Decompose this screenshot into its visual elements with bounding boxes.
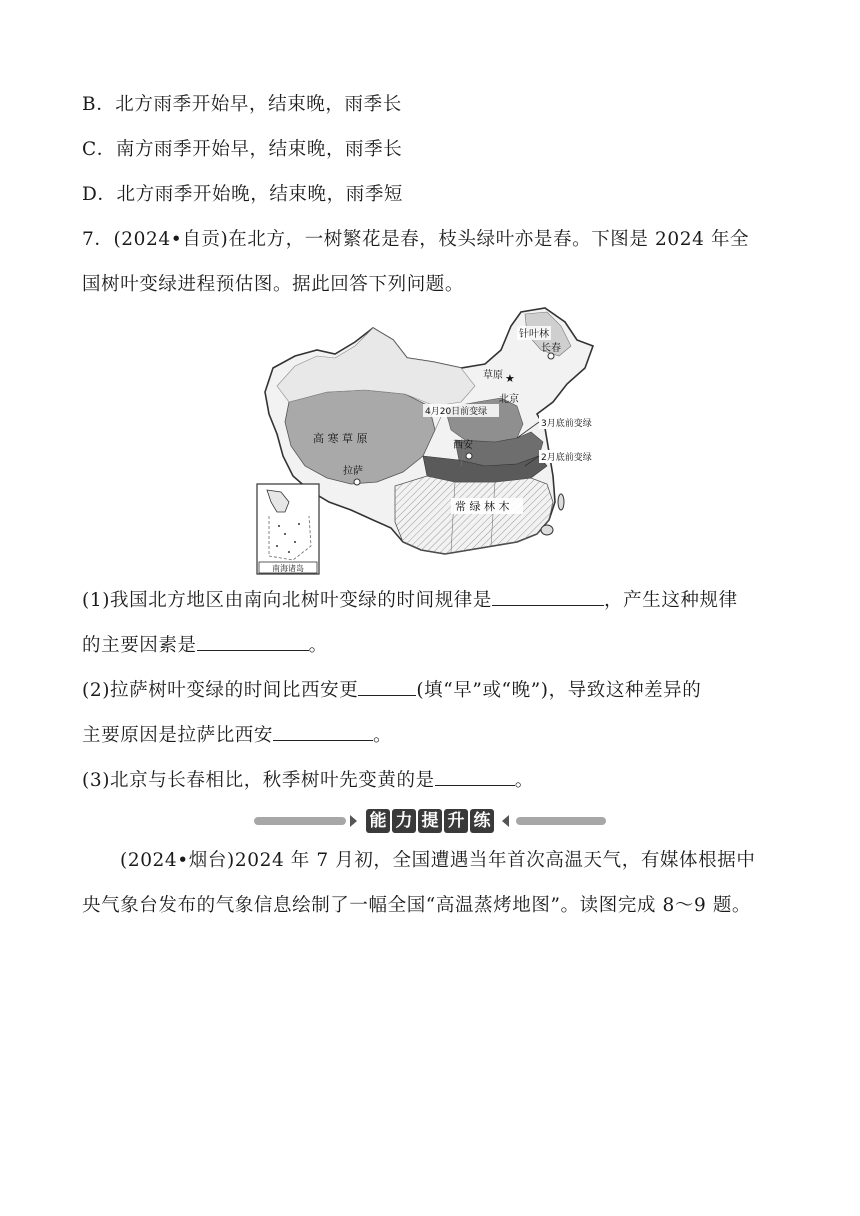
banner-char-5: 练 xyxy=(470,809,494,833)
label-changchun: 长春 xyxy=(541,343,561,354)
taiwan-island xyxy=(558,494,564,510)
section-banner xyxy=(250,806,610,836)
option-b: B．北方雨季开始早，结束晚，雨季长 xyxy=(82,94,402,115)
option-c: C．南方雨季开始早，结束晚，雨季长 xyxy=(82,139,403,160)
label-grassland: 草原 xyxy=(483,370,503,381)
leaf-greening-map xyxy=(255,306,607,576)
banner-char-3: 提 xyxy=(418,809,442,833)
label-alpine-grassland: 高 寒 草 原 xyxy=(313,432,368,445)
banner-bar-right xyxy=(516,817,606,825)
intro-line2: 央气象台发布的气象信息绘制了一幅全国“高温蒸烤地图”。读图完成 8～9 题。 xyxy=(82,895,752,916)
answer-blank-3[interactable] xyxy=(358,677,416,696)
banner-arrow-right-icon xyxy=(350,815,357,827)
question-7-2-line1: (2)拉萨树叶变绿的时间比西安更 (填“早”或“晚”)，导致这种差异的 xyxy=(82,677,701,704)
question-7-3: (3)北京与长春相比，秋季树叶先变黄的是 。 xyxy=(82,767,534,794)
intro-line1: (2024•烟台)2024 年 7 月初，全国遭遇当年首次高温天气，有媒体根据中 xyxy=(120,850,756,871)
option-d: D．北方雨季开始晚，结束晚，雨季短 xyxy=(82,184,404,205)
beijing-marker: ★ xyxy=(505,372,515,385)
label-south-sea: 南海诸岛 xyxy=(272,564,304,573)
lhasa-marker xyxy=(354,479,360,485)
south-sea-inset xyxy=(257,484,319,574)
answer-blank-5[interactable] xyxy=(435,767,515,786)
banner-char-2: 力 xyxy=(392,809,416,833)
evergreen-region xyxy=(395,476,553,554)
question-7-1-line1: (1)我国北方地区由南向北树叶变绿的时间规律是 ，产生这种规律 xyxy=(82,587,738,614)
question-7-stem-line1: 7．(2024•自贡)在北方，一树繁花是春，枝头绿叶亦是春。下图是 2024 年全 xyxy=(82,229,750,250)
question-7-stem-line2: 国树叶变绿进程预估图。据此回答下列问题。 xyxy=(82,274,465,295)
xian-marker xyxy=(466,453,472,459)
label-march: 3月底前变绿 xyxy=(541,419,592,429)
label-lhasa: 拉萨 xyxy=(343,466,363,477)
question-7-2-line2: 主要原因是拉萨比西安 。 xyxy=(82,722,392,749)
question-7-1-line2: 的主要因素是 。 xyxy=(82,632,328,659)
label-xian: 西安 xyxy=(453,440,473,451)
hainan-island xyxy=(541,525,553,535)
label-feb: 2月底前变绿 xyxy=(541,453,592,463)
banner-bar-left xyxy=(254,817,346,825)
label-april20: 4月20日前变绿 xyxy=(425,407,488,417)
label-evergreen: 常 绿 林 木 xyxy=(455,500,510,513)
answer-blank-2[interactable] xyxy=(197,632,309,651)
banner-arrow-left-icon xyxy=(502,815,509,827)
banner-char-1: 能 xyxy=(366,809,390,833)
label-conifer: 针叶林 xyxy=(519,329,549,340)
answer-blank-4[interactable] xyxy=(273,722,373,741)
answer-blank-1[interactable] xyxy=(492,587,604,606)
label-beijing: 北京 xyxy=(499,394,519,405)
banner-char-4: 升 xyxy=(444,809,468,833)
